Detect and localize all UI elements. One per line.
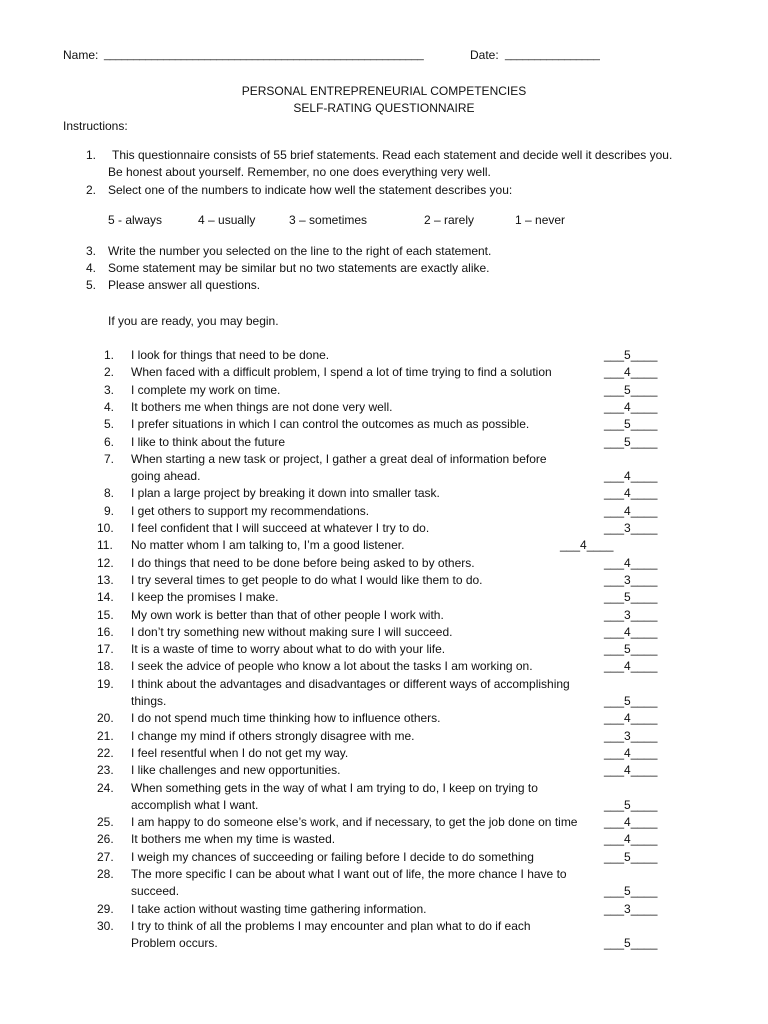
question-text: It bothers me when my time is wasted. [131, 832, 336, 847]
question-text: I take action without wasting time gathering information. [131, 901, 427, 916]
question-text-cont: succeed. [131, 884, 180, 899]
question-number: 20. [97, 711, 114, 726]
answer-field[interactable]: ___4____ [604, 624, 658, 639]
instruction-text-cont: Be honest about yourself. Remember, no one does everything very well. [108, 165, 491, 179]
question-text: My own work is better than that of other people I work with. [131, 607, 444, 622]
question-number: 16. [97, 624, 114, 639]
question-text: I like to think about the future [131, 434, 286, 449]
question-number: 18. [97, 659, 114, 674]
question-number: 10. [97, 521, 114, 535]
question-number: 19. [97, 676, 114, 691]
date-label: Date: [470, 48, 499, 62]
name-label: Name: [63, 48, 99, 62]
date-line: ________________ [505, 49, 600, 61]
scale-rarely: 2 – rarely [424, 213, 475, 227]
answer-field[interactable]: ___4____ [560, 538, 614, 553]
question-text: I feel resentful when I do not get my way. [131, 745, 349, 760]
question-text-cont: going ahead. [131, 469, 201, 484]
question-text: I like challenges and new opportunities. [131, 763, 341, 778]
question-text: I do things that need to be done before being asked to by others. [131, 555, 475, 570]
question-text: No matter whom I am talking to, I’m a good listener. [131, 538, 405, 553]
scale-never: 1 – never [515, 213, 566, 227]
instruction-number: 2. [86, 183, 97, 197]
question-number: 27. [97, 849, 114, 864]
question-text: I do not spend much time thinking how to influence others. [131, 711, 441, 726]
name-line: ______________________________________________________ [104, 49, 424, 61]
question-text-cont: things. [131, 694, 167, 708]
question-number: 12. [97, 555, 114, 570]
answer-field[interactable]: ___3____ [604, 607, 658, 622]
question-text: It bothers me when things are not done very well. [131, 399, 393, 414]
question-text: I get others to support my recommendations. [131, 503, 370, 518]
question-text: I feel confident that I will succeed at whatever I try to do. [131, 521, 430, 535]
question-number: 2. [104, 365, 115, 380]
question-text: I complete my work on time. [131, 382, 281, 397]
question-text: When something gets in the way of what I am trying to do, I keep on trying to [131, 780, 538, 795]
instruction-text: Some statement may be similar but no two statements are exactly alike. [108, 261, 490, 275]
instruction-number: 4. [86, 261, 97, 275]
question-text: The more specific I can be about what I want out of life, the more chance I have to [131, 867, 567, 881]
ready-text: If you are ready, you may begin. [108, 314, 279, 328]
answer-field[interactable]: ___5____ [604, 694, 658, 708]
question-number: 14. [97, 590, 114, 605]
answer-field[interactable]: ___4____ [604, 815, 658, 830]
question-text: I change my mind if others strongly disagree with me. [131, 728, 415, 743]
question-number: 13. [97, 572, 114, 587]
question-number: 25. [97, 815, 114, 830]
question-number: 23. [97, 763, 114, 778]
question-number: 3. [104, 382, 115, 397]
question-text: I look for things that need to be done. [131, 348, 330, 362]
question-number: 5. [104, 417, 115, 432]
answer-field[interactable]: ___4____ [604, 763, 658, 778]
answer-field[interactable]: ___5____ [604, 849, 658, 864]
question-number: 9. [104, 503, 115, 518]
question-number: 24. [97, 780, 114, 795]
answer-field[interactable]: ___5____ [604, 884, 658, 899]
answer-field[interactable]: ___5____ [604, 590, 658, 605]
question-text: I keep the promises I make. [131, 590, 279, 605]
question-text: It is a waste of time to worry about what to do with your life. [131, 642, 446, 657]
question-text: I seek the advice of people who know a lot about the tasks I am working on. [131, 659, 533, 674]
answer-field[interactable]: ___4____ [604, 399, 658, 414]
question-text: I try to think of all the problems I may encounter and plan what to do if each [131, 918, 531, 933]
question-number: 11. [97, 538, 113, 553]
question-text-cont: accomplish what I want. [131, 797, 259, 812]
answer-field[interactable]: ___4____ [604, 711, 658, 726]
answer-field[interactable]: ___4____ [604, 832, 658, 847]
question-text: When faced with a difficult problem, I spend a lot of time trying to find a solution [131, 365, 552, 380]
answer-field[interactable]: ___5____ [604, 936, 658, 951]
scale-sometimes: 3 – sometimes [289, 213, 368, 227]
answer-field[interactable]: ___5____ [604, 434, 658, 449]
instructions-heading: Instructions: [63, 119, 128, 133]
question-number: 15. [97, 607, 114, 622]
question-text: I weigh my chances of succeeding or failing before I decide to do something [131, 849, 534, 864]
answer-field[interactable]: ___5____ [604, 382, 658, 397]
question-number: 22. [97, 745, 114, 760]
answer-field[interactable]: ___4____ [604, 745, 658, 760]
instruction-text: Please answer all questions. [108, 278, 261, 292]
question-number: 7. [104, 451, 115, 466]
question-number: 30. [97, 918, 114, 933]
scale-always: 5 - always [108, 213, 163, 227]
answer-field[interactable]: ___4____ [604, 555, 658, 570]
instruction-number: 1. [86, 148, 97, 162]
instruction-number: 3. [86, 244, 97, 258]
instruction-text: Select one of the numbers to indicate how well the statement describes you: [108, 183, 513, 197]
answer-field[interactable]: ___3____ [604, 572, 658, 587]
question-number: 28. [97, 867, 114, 881]
question-number: 21. [97, 728, 114, 743]
answer-field[interactable]: ___4____ [604, 365, 658, 380]
answer-field[interactable]: ___5____ [604, 417, 658, 432]
question-number: 26. [97, 832, 114, 847]
answer-field[interactable]: ___4____ [604, 469, 658, 484]
scale-usually: 4 – usually [198, 213, 256, 227]
instruction-text: Write the number you selected on the line to the right of each statement. [108, 244, 492, 258]
answer-field[interactable]: ___4____ [604, 659, 658, 674]
answer-field[interactable]: ___3____ [604, 901, 658, 916]
page-subtitle: SELF-RATING QUESTIONNAIRE [293, 101, 475, 115]
answer-field[interactable]: ___5____ [604, 348, 658, 362]
answer-field[interactable]: ___4____ [604, 486, 658, 501]
question-number: 1. [104, 348, 115, 362]
question-text: I plan a large project by breaking it down into smaller task. [131, 486, 440, 501]
question-number: 17. [97, 642, 114, 657]
question-text-cont: Problem occurs. [131, 936, 218, 951]
question-number: 6. [104, 434, 115, 449]
question-number: 29. [97, 901, 114, 916]
question-text: I think about the advantages and disadvantages or different ways of accomplishing [131, 676, 570, 691]
question-text: I prefer situations in which I can control the outcomes as much as possible. [131, 417, 530, 432]
question-number: 4. [104, 399, 115, 414]
answer-field[interactable]: ___5____ [604, 797, 658, 812]
answer-field[interactable]: ___3____ [604, 521, 658, 535]
question-text: When starting a new task or project, I gather a great deal of information before [131, 451, 547, 466]
question-text: I am happy to do someone else’s work, and if necessary, to get the job done on time [131, 815, 578, 830]
answer-field[interactable]: ___3____ [604, 728, 658, 743]
answer-field[interactable]: ___5____ [604, 642, 658, 657]
answer-field[interactable]: ___4____ [604, 503, 658, 518]
question-number: 8. [104, 486, 115, 501]
instruction-text: This questionnaire consists of 55 brief statements. Read each statement and decide well it describes you. [112, 148, 673, 162]
page-title: PERSONAL ENTREPRENEURIAL COMPETENCIES [241, 84, 527, 98]
instruction-number: 5. [86, 278, 97, 292]
question-text: I try several times to get people to do what I would like them to do. [131, 572, 483, 587]
question-text: I don’t try something new without making sure I will succeed. [131, 624, 453, 639]
